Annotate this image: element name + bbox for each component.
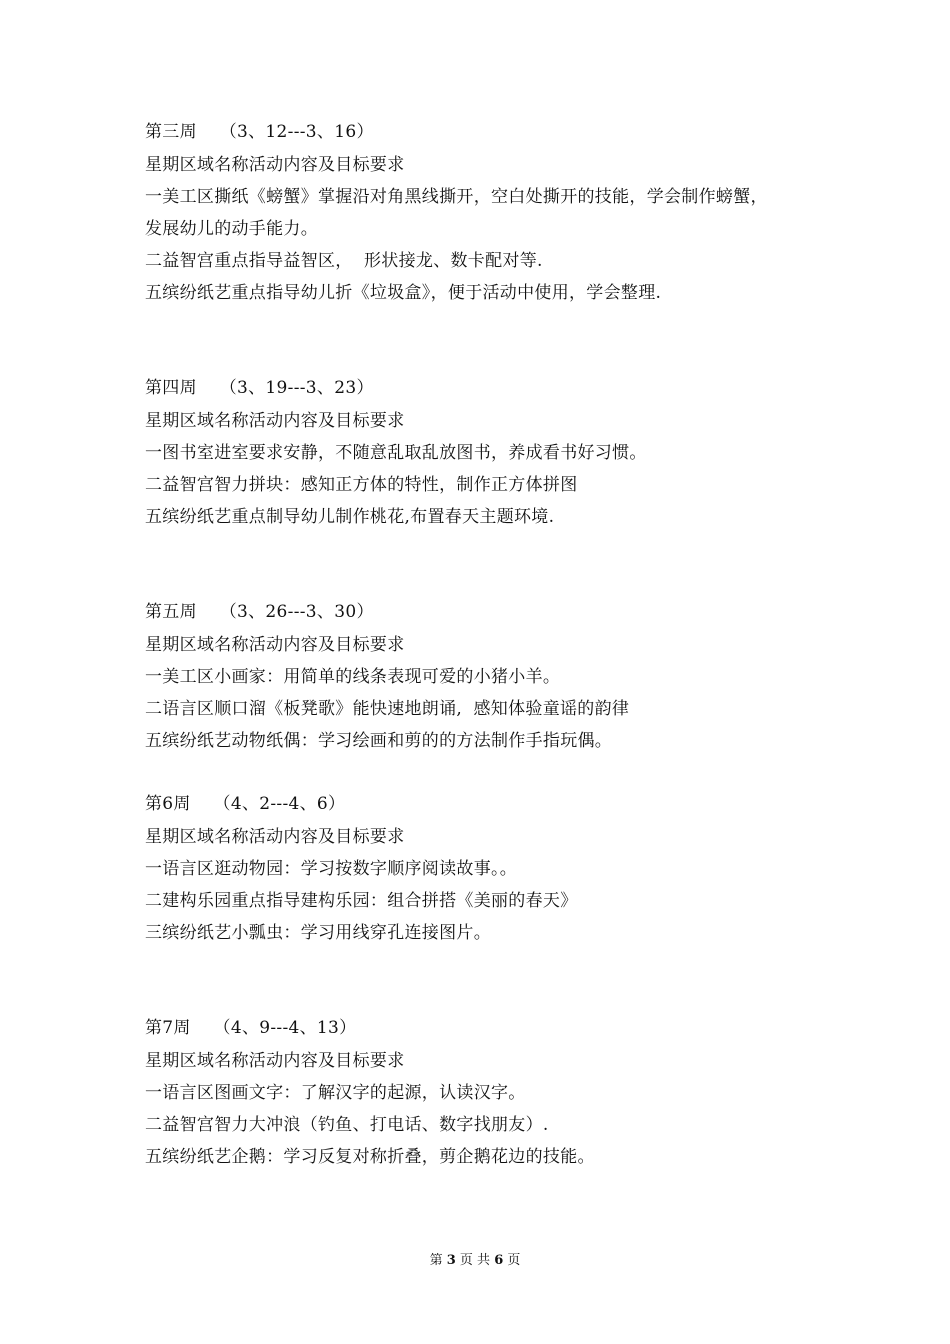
week-heading: 第四周 （3、19---3、23） [145, 378, 374, 398]
table-header: 星期区域名称活动内容及目标要求 [145, 827, 405, 847]
activity-row: 一语言区图画文字：了解汉字的起源，认读汉字。 [145, 1083, 526, 1103]
activity-row: 五缤纷纸艺企鹅：学习反复对称折叠，剪企鹅花边的技能。 [145, 1147, 595, 1167]
footer-suffix: 页 [503, 1253, 521, 1268]
activity-row: 五缤纷纸艺重点制导幼儿制作桃花,布置春天主题环境. [145, 507, 555, 527]
footer-middle: 页 共 [455, 1253, 495, 1268]
activity-row: 二建构乐园重点指导建构乐园：组合拼搭《美丽的春天》 [145, 891, 578, 911]
activity-row: 一图书室进室要求安静，不随意乱取乱放图书，养成看书好习惯。 [145, 443, 647, 463]
activity-row: 一美工区小画家：用简单的线条表现可爱的小猪小羊。 [145, 667, 561, 687]
activity-row: 一美工区撕纸《螃蟹》掌握沿对角黑线撕开，空白处撕开的技能，学会制作螃蟹， [145, 187, 768, 207]
table-header: 星期区域名称活动内容及目标要求 [145, 635, 405, 655]
week-heading: 第三周 （3、12---3、16） [145, 122, 374, 142]
page-footer [0, 1252, 950, 1270]
table-header: 星期区域名称活动内容及目标要求 [145, 1051, 405, 1071]
activity-row: 二益智宫智力大冲浪（钓鱼、打电话、数字找朋友）. [145, 1115, 549, 1135]
footer-prefix: 第 [429, 1253, 447, 1268]
activity-row: 二语言区顺口溜《板凳歌》能快速地朗诵, 感知体验童谣的韵律 [145, 699, 630, 719]
table-header: 星期区域名称活动内容及目标要求 [145, 155, 405, 175]
activity-row: 三缤纷纸艺小瓢虫：学习用线穿孔连接图片。 [145, 923, 491, 943]
week-heading: 第五周 （3、26---3、30） [145, 602, 374, 622]
activity-row: 二益智宫重点指导益智区， 形状接龙、数卡配对等. [145, 251, 543, 271]
current-page-number: 3 [446, 1253, 456, 1268]
activity-row: 五缤纷纸艺重点指导幼儿折《垃圾盒》，便于活动中使用，学会整理. [145, 283, 662, 303]
week-heading: 第6周 （4、2---4、6） [145, 794, 346, 814]
total-page-number: 6 [494, 1253, 504, 1268]
activity-row: 一语言区逛动物园：学习按数字顺序阅读故事。。 [145, 859, 518, 879]
activity-row: 二益智宫智力拼块：感知正方体的特性，制作正方体拼图 [145, 475, 578, 495]
week-heading: 第7周 （4、9---4、13） [145, 1018, 357, 1038]
table-header: 星期区域名称活动内容及目标要求 [145, 411, 405, 431]
activity-row: 五缤纷纸艺动物纸偶：学习绘画和剪的的方法制作手指玩偶。 [145, 731, 613, 751]
activity-row: 发展幼儿的动手能力。 [145, 219, 318, 239]
